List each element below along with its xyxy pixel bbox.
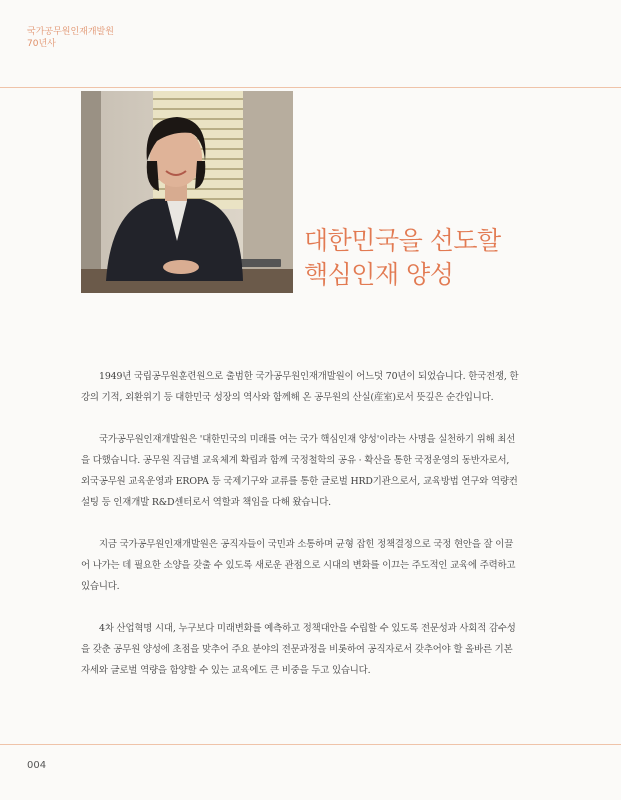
title-line-1: 대한민국을 선도할 [304,226,501,255]
paragraph-3: 지금 국가공무원인재개발원은 공직자들이 국민과 소통하며 균형 잡힌 정책결정으로 국정 현안을 잘 이끌어 나가는 데 필요한 소양을 갖출 수 있도록 새로운 관점으로 시대의 변화를 이끄는 주도적인 교육에 주력하고 있습니다. [81,539,516,592]
top-divider [0,87,621,88]
portrait-photo [81,91,293,293]
body-text [81,366,519,702]
page-title [304,224,501,292]
paragraph-4: 4차 산업혁명 시대, 누구보다 미래변화를 예측하고 정책대안을 수립할 수 있도록 전문성과 사회적 감수성을 갖춘 공무원 양성에 초점을 맞추어 주요 분야의 전문과정을 비롯하여 공직자로서 갖추어야 할 올바른 기본자세와 글로벌 역량을 함양할 수 있는 교육에도 큰 비중을 두고 있습니다. [81,623,516,676]
paragraph-2: 국가공무원인재개발원은 '대한민국의 미래를 여는 국가 핵심인재 양성'이라는 사명을 실천하기 위해 최선을 다했습니다. 공무원 직급별 교육체계 확립과 함께 국정철학의 공유 · 확산을 통한 국정운영의 동반자로서, 외국공무원 교육운영과 EROPA 등 국제기구와 교류를 통한 글로벌 HRD기관으로서, 교육방법 연구와 역량컨설팅 등 인재개발 R&D센터로서 역할과 책임을 다해 왔습니다. [81,434,518,508]
bottom-divider [0,744,621,745]
running-head [27,26,114,50]
header-subtitle: 70년사 [27,39,56,49]
page-number: 004 [27,760,47,771]
header-organization: 국가공무원인재개발원 [27,27,114,37]
title-line-2: 핵심인재 양성 [304,260,454,289]
portrait-illustration [81,91,293,293]
paragraph-1: 1949년 국립공무원훈련원으로 출범한 국가공무원인재개발원이 어느덧 70년이 되었습니다. 한국전쟁, 한강의 기적, 외환위기 등 대한민국 성장의 역사와 함께해 온 공무원의 산실(産室)로서 뜻깊은 순간입니다. [81,371,519,403]
